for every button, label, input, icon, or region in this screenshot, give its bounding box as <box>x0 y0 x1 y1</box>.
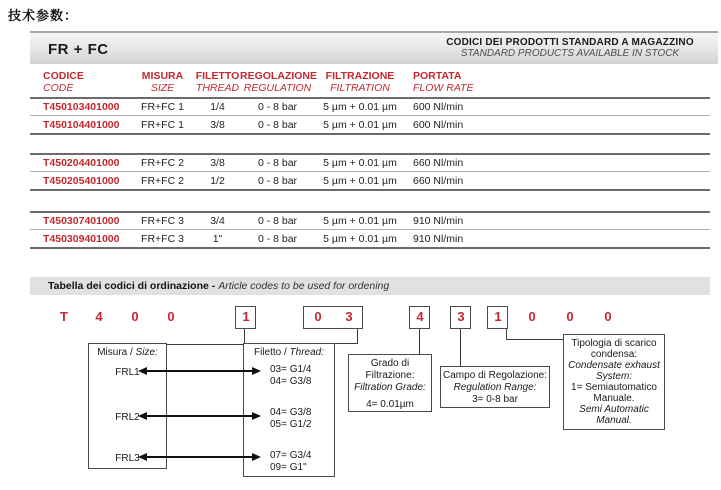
connector-line <box>166 344 245 345</box>
thread-pair: 03= G1/4 04= G3/8 <box>270 364 312 387</box>
column-header-flow-rate: PORTATA FLOW RATE <box>413 70 474 94</box>
connector-line <box>460 329 461 367</box>
cell-code: T450205401000 <box>43 174 120 187</box>
cell-thread: 3/8 <box>210 118 225 131</box>
cell-filtration: 5 µm + 0.01 µm <box>323 118 397 131</box>
cell-thread: 1" <box>212 232 223 245</box>
table-row <box>30 99 710 116</box>
code-digit: T <box>60 309 68 324</box>
size-box-title: Misura / Size: <box>97 347 158 358</box>
ordering-title-it: Tabella dei codici di ordinazione <box>48 280 209 292</box>
cell-regulation: 0 - 8 bar <box>257 118 298 131</box>
cell-regulation: 0 - 8 bar <box>257 157 298 169</box>
table-row <box>30 213 710 230</box>
cell-flow: 600 Nl/min <box>413 118 464 131</box>
cell-regulation: 0 - 8 bar <box>257 174 298 187</box>
code-digit: 0 <box>528 309 536 324</box>
column-header-size: MISURA SIZE <box>141 70 184 94</box>
thread-pair: 04= G3/8 05= G1/2 <box>270 407 312 430</box>
stock-title-en: STANDARD PRODUCTS AVAILABLE IN STOCK <box>460 48 680 59</box>
code-digit: 0 <box>167 309 175 324</box>
size-item: FRL3 <box>115 453 140 464</box>
column-header-code: CODICE CODE <box>43 70 84 94</box>
cell-code: T450204401000 <box>43 157 120 169</box>
cell-code: T450104401000 <box>43 118 120 131</box>
table-row <box>30 155 710 172</box>
code-digit: 4 <box>95 309 103 324</box>
cell-flow: 660 Nl/min <box>413 157 464 169</box>
table-header-row <box>30 70 718 94</box>
exhaust-legend-box: Tipologia di scarico condensa: Condensate exhaust System: 1= Semiautomatico Manuale. Semi Automatic Manual. <box>563 334 665 430</box>
stock-title-block <box>410 37 721 59</box>
cell-size: FR+FC 1 <box>141 118 184 131</box>
cell-filtration: 5 µm + 0.01 µm <box>323 101 397 113</box>
ordering-title-en: Article codes to be used for ordening <box>218 280 390 292</box>
double-arrow-icon <box>146 415 253 417</box>
product-name: FR + FC <box>48 41 109 58</box>
page-title: 技术参数： <box>8 8 79 23</box>
cell-flow: 600 Nl/min <box>413 101 464 113</box>
cell-size: FR+FC 1 <box>141 101 184 113</box>
cell-size: FR+FC 3 <box>141 215 184 227</box>
size-item: FRL2 <box>115 412 140 423</box>
code-digit: 0 <box>566 309 574 324</box>
size-legend-box <box>88 343 167 469</box>
product-header-bar <box>30 31 718 64</box>
table-group-frfc2 <box>30 153 710 191</box>
cell-filtration: 5 µm + 0.01 µm <box>323 174 397 187</box>
cell-code: T450307401000 <box>43 215 120 227</box>
cell-filtration: 5 µm + 0.01 µm <box>323 215 397 227</box>
code-digit: 0 <box>604 309 612 324</box>
filtration-legend-box: Grado di Filtrazione: Filtration Grade: 4= 0.01µm <box>348 354 432 412</box>
cell-regulation: 0 - 8 bar <box>257 215 298 227</box>
cell-size: FR+FC 3 <box>141 232 184 245</box>
connector-line <box>357 329 358 344</box>
connector-line <box>334 343 358 344</box>
double-arrow-icon <box>146 456 253 458</box>
cell-regulation: 0 - 8 bar <box>257 101 298 113</box>
double-arrow-icon <box>146 370 253 372</box>
size-item: FRL1 <box>115 367 140 378</box>
code-digit-box-size: 1 <box>235 306 256 329</box>
ordering-title-bar: Tabella dei codici di ordinazione - Article codes to be used for ordening <box>30 277 710 295</box>
code-digit: 0 <box>131 309 139 324</box>
regulation-legend-box: Campo di Regolazione: Regulation Range: 3= 0-8 bar <box>440 366 550 408</box>
cell-thread: 1/4 <box>210 101 225 113</box>
cell-code: T450103401000 <box>43 101 120 113</box>
table-row <box>30 172 710 189</box>
table-row <box>30 230 710 247</box>
cell-flow: 910 Nl/min <box>413 215 464 227</box>
table-group-frfc3 <box>30 211 710 249</box>
cell-flow: 660 Nl/min <box>413 174 464 187</box>
cell-size: FR+FC 2 <box>141 174 184 187</box>
cell-filtration: 5 µm + 0.01 µm <box>323 232 397 245</box>
stock-title-it: CODICI DEI PRODOTTI STANDARD A MAGAZZINO <box>446 37 694 48</box>
cell-thread: 3/8 <box>210 157 225 169</box>
table-group-frfc1 <box>30 97 710 135</box>
column-header-filtration: FILTRAZIONE FILTRATION <box>325 70 395 94</box>
cell-flow: 910 Nl/min <box>413 232 464 245</box>
table-row <box>30 116 710 133</box>
cell-regulation: 0 - 8 bar <box>257 232 298 245</box>
code-digit-box-regulation: 3 <box>450 306 471 329</box>
cell-thread: 1/2 <box>210 174 225 187</box>
thread-pair: 07= G3/4 09= G1" <box>270 450 312 473</box>
code-digit-box-exhaust: 1 <box>487 306 508 329</box>
thread-box-title: Filetto / Thread: <box>253 347 325 358</box>
code-digit-box-filtration: 4 <box>409 306 430 329</box>
column-header-regulation: REGOLAZIONE REGULATION <box>240 70 318 94</box>
connector-line <box>506 339 564 340</box>
cell-code: T450309401000 <box>43 232 120 245</box>
cell-size: FR+FC 2 <box>141 157 184 169</box>
column-header-thread: FILETTO THREAD <box>195 70 240 94</box>
code-digit-box-thread: 0 3 <box>303 306 363 329</box>
connector-line <box>419 329 420 355</box>
cell-thread: 3/4 <box>210 215 225 227</box>
cell-filtration: 5 µm + 0.01 µm <box>323 157 397 169</box>
